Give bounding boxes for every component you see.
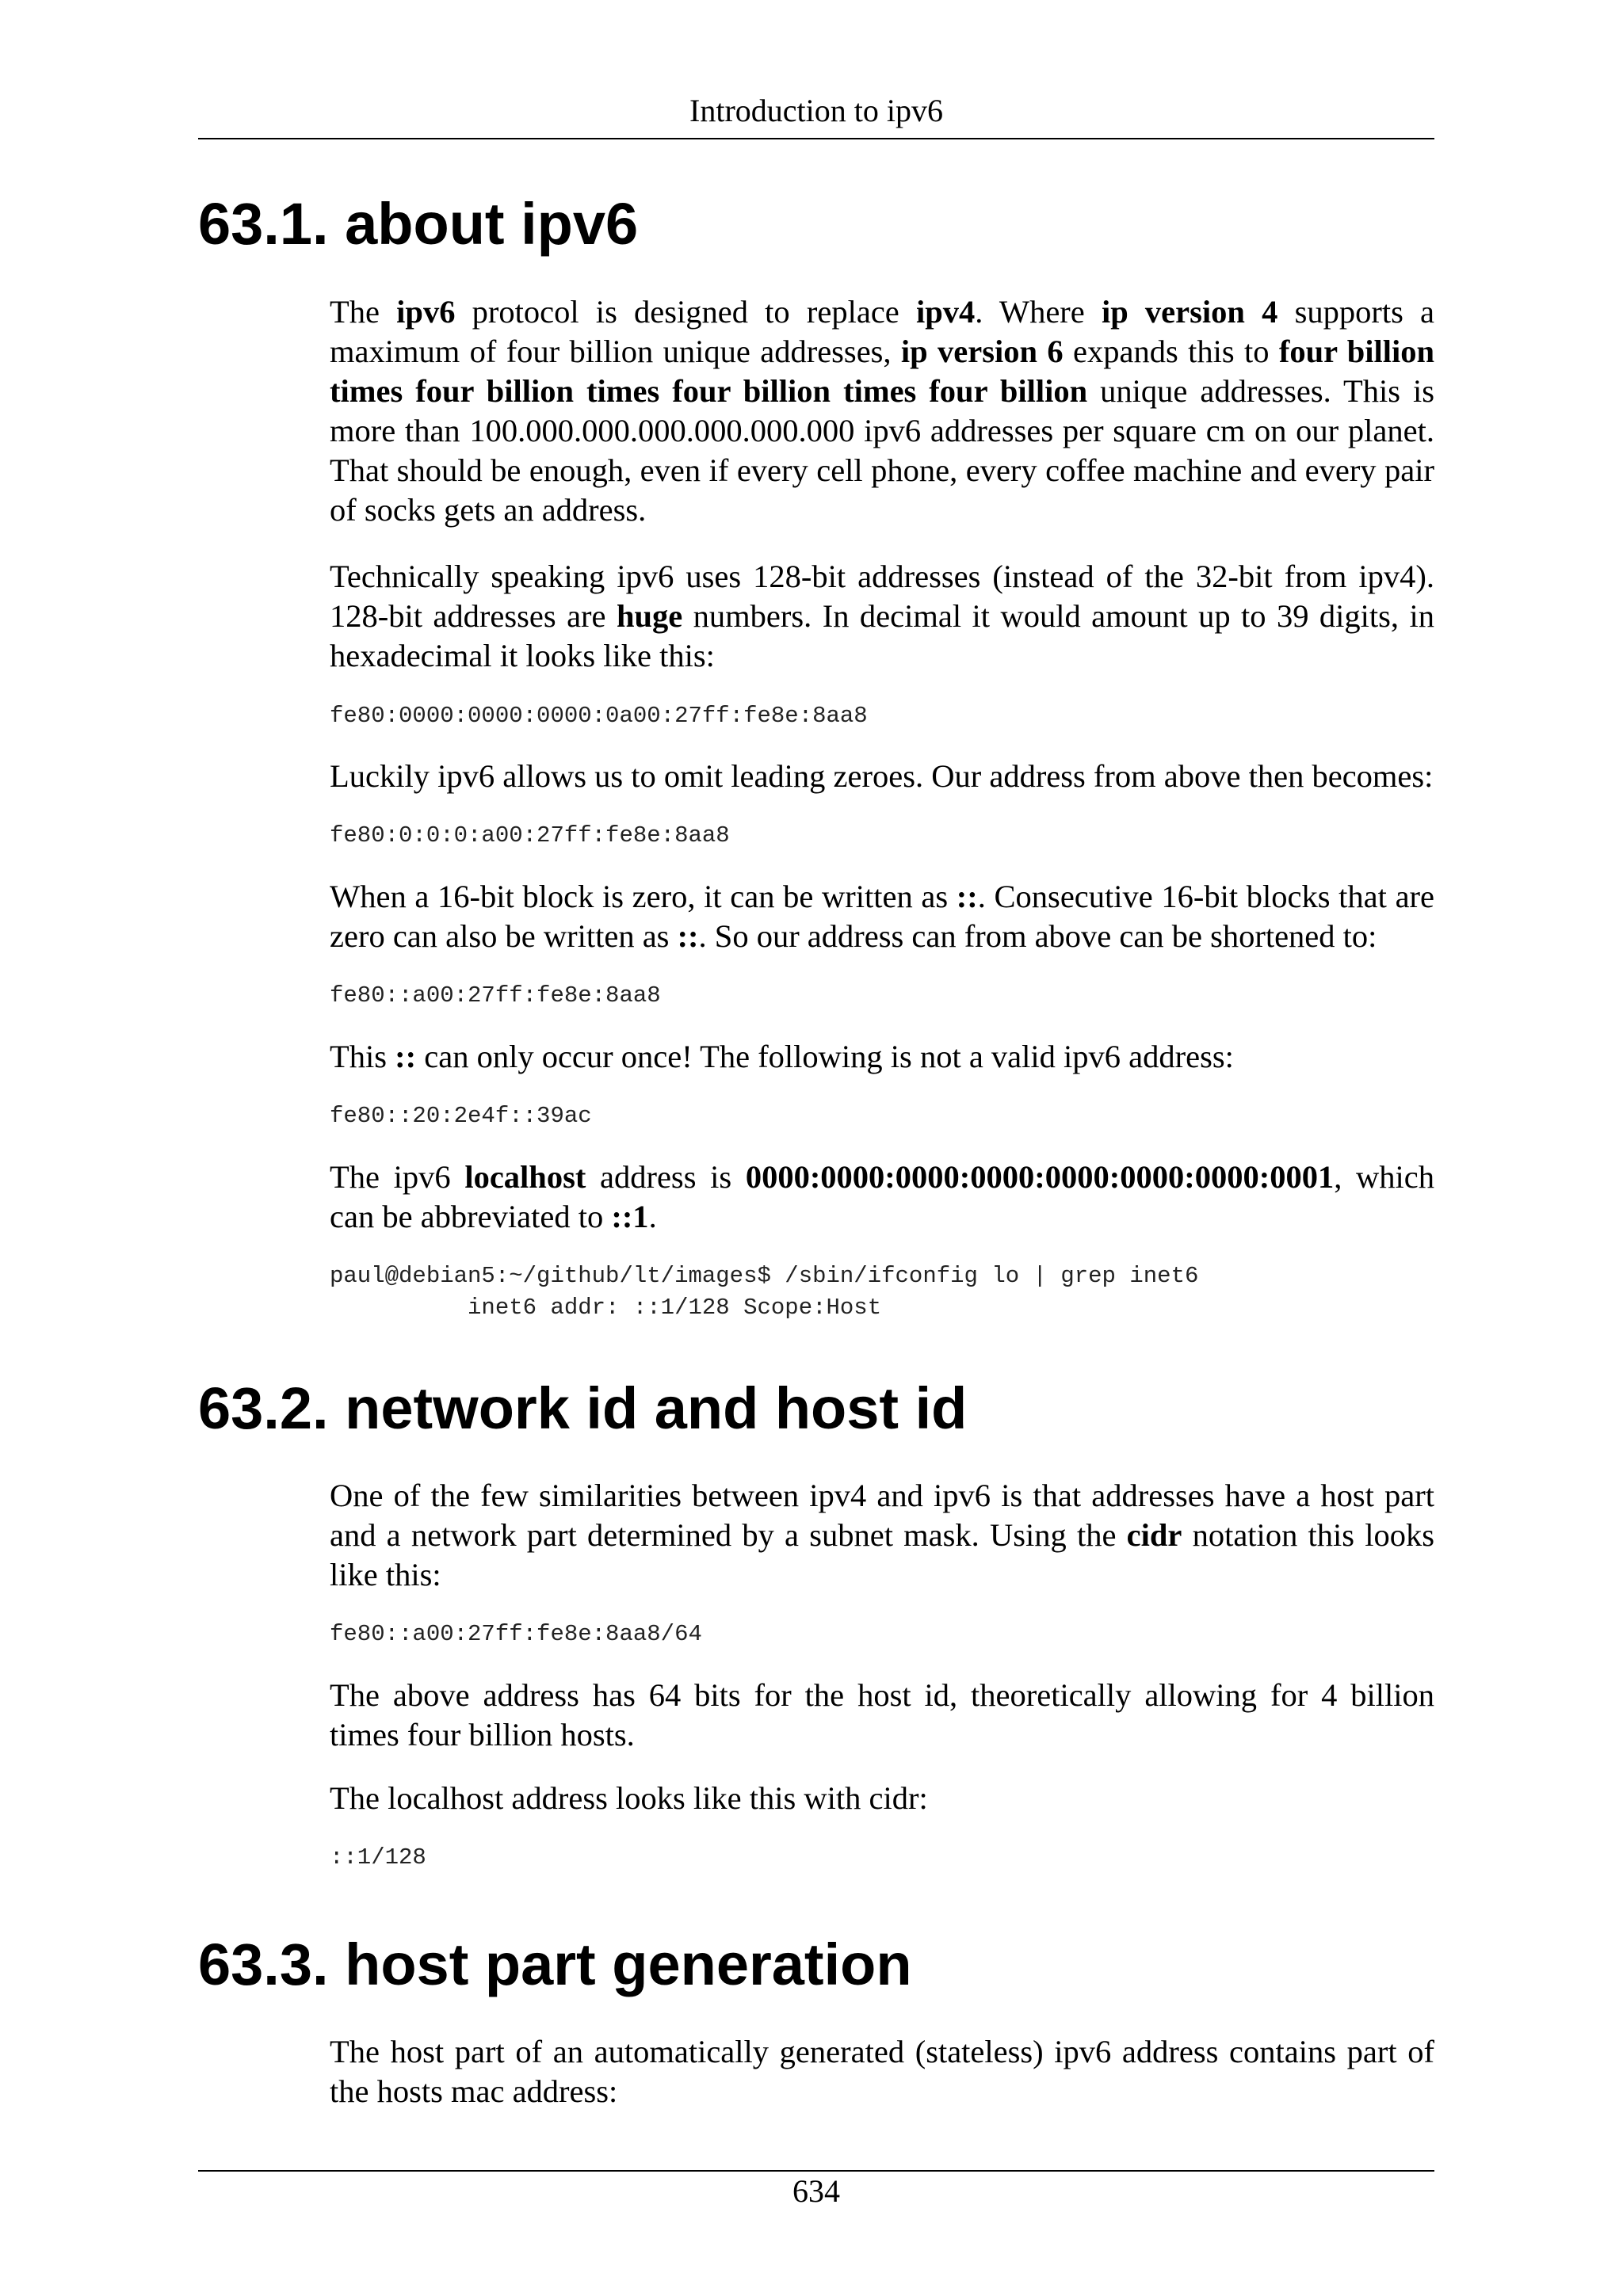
running-header: Introduction to ipv6 [689, 93, 943, 128]
paragraph-ipv6-intro: The ipv6 protocol is designed to replace ipv4. Where ip version 4 supports a maximum of four billion unique addresses, ip version 6 expands this to four billion times four billion times four billion times four billion unique addresses. This is more than 100.000.000.000.000.000.000 ipv6 addresses per square cm on our planet. That should be enough, even if every cell phone, every coffee machine and every pair of socks gets an address. [330, 294, 1435, 528]
paragraph-host-id-bits: The above address has 64 bits for the host id, theoretically allowing for 4 billion times four billion hosts. [330, 1677, 1434, 1753]
paragraph-omit-zeroes: Luckily ipv6 allows us to omit leading zeroes. Our address from above then becomes: [330, 758, 1434, 794]
paragraph-host-part-mac: The host part of an automatically generated (stateless) ipv6 address contains part of the hosts mac address: [330, 2034, 1434, 2109]
paragraph-once-only: This :: can only occur once! The following is not a valid ipv6 address: [330, 1039, 1234, 1074]
code-localhost-cidr: ::1/128 [330, 1844, 426, 1871]
footer-divider [198, 2170, 1434, 2172]
section-heading-host-part-generation: 63.3. host part generation [198, 1932, 912, 1997]
code-cidr-address: fe80::a00:27ff:fe8e:8aa8/64 [330, 1621, 702, 1647]
page-number: 634 [792, 2173, 840, 2209]
paragraph-cidr: One of the few similarities between ipv4 and ipv6 is that addresses have a host part and a network part determined by a subnet mask. Using the cidr notation this looks like this: [330, 1478, 1435, 1592]
paragraph-localhost-cidr: The localhost address looks like this with cidr: [330, 1780, 928, 1816]
header-divider [198, 138, 1434, 139]
section-heading-network-host-id: 63.2. network id and host id [198, 1375, 968, 1441]
code-full-address: fe80:0000:0000:0000:0a00:27ff:fe8e:8aa8 [330, 703, 868, 729]
paragraph-128-bit: Technically speaking ipv6 uses 128-bit addresses (instead of the 32-bit from ipv4). 128-bit addresses are huge numbers. In decimal it would amount up to 39 digits, in hexadecimal it looks like this: [330, 559, 1434, 673]
paragraph-localhost: The ipv6 localhost address is 0000:0000:0000:0000:0000:0000:0000:0001, which can be abbreviated to ::1. [330, 1159, 1435, 1234]
code-ifconfig-output: paul@debian5:~/github/lt/images$ /sbin/ifconfig lo | grep inet6 inet6 addr: ::1/128 Scope:Host [330, 1263, 1199, 1321]
section-heading-about-ipv6: 63.1. about ipv6 [198, 191, 639, 257]
code-omitted-zeroes: fe80:0:0:0:a00:27ff:fe8e:8aa8 [330, 822, 730, 849]
code-shortened-address: fe80::a00:27ff:fe8e:8aa8 [330, 982, 661, 1009]
code-invalid-address: fe80::20:2e4f::39ac [330, 1103, 592, 1129]
paragraph-zero-blocks: When a 16-bit block is zero, it can be written as ::. Consecutive 16-bit blocks that are zero can also be written as ::. So our address can from above can be shortened to: [330, 879, 1435, 954]
